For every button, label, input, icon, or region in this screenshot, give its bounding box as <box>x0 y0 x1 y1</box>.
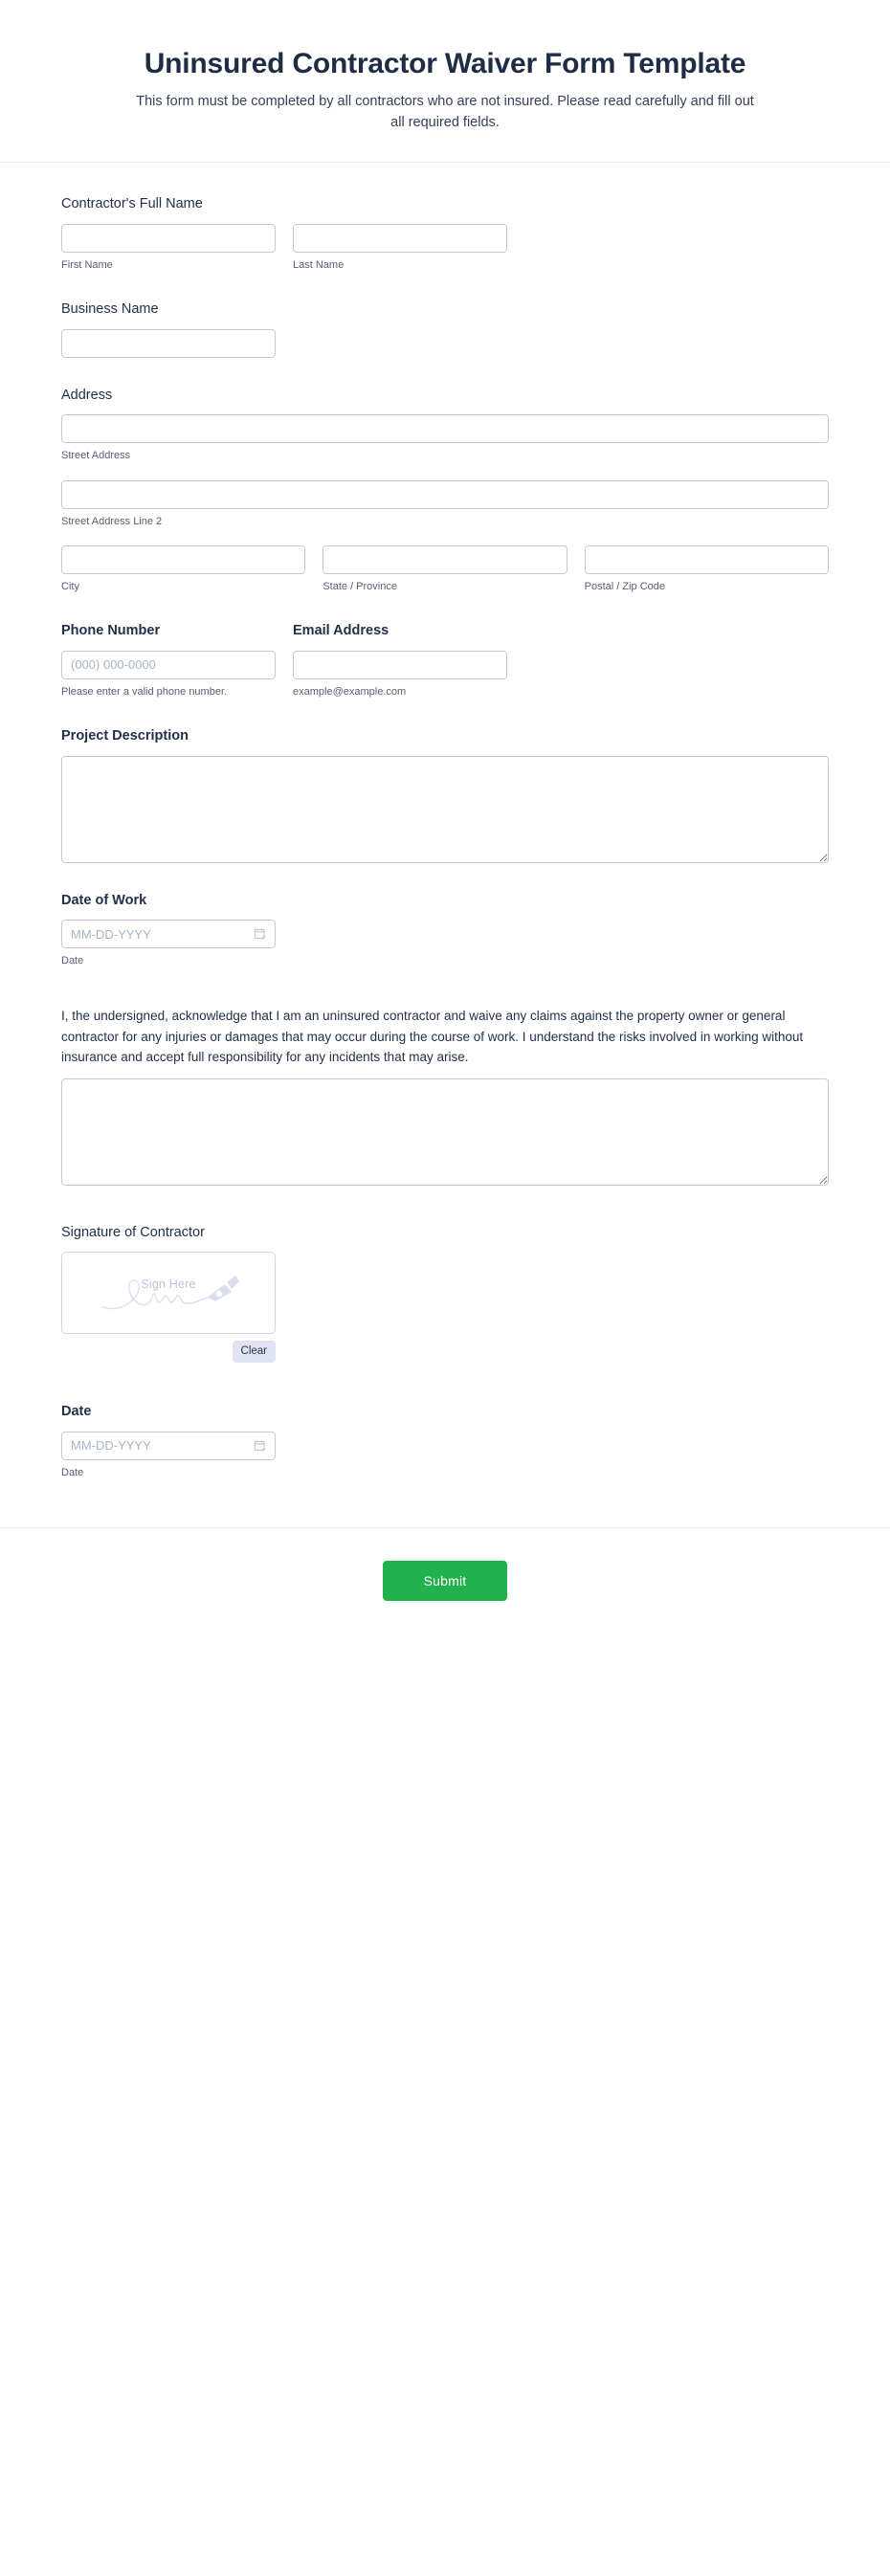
date-of-work-label: Date of Work <box>61 892 147 908</box>
last-name-input[interactable] <box>293 224 507 253</box>
field-phone-email <box>61 622 829 699</box>
submit-button[interactable]: Submit <box>383 1561 507 1601</box>
email-sublabel: example@example.com <box>293 685 407 698</box>
date-of-work-input[interactable] <box>61 920 276 948</box>
sign-here-hint: Sign Here <box>141 1277 196 1292</box>
field-address <box>61 387 829 593</box>
street-address-2-sublabel: Street Address Line 2 <box>61 515 163 527</box>
email-input[interactable] <box>293 651 507 679</box>
signature-pad[interactable] <box>61 1252 276 1334</box>
full-name-label: Contractor's Full Name <box>61 196 203 212</box>
field-full-name <box>61 195 829 272</box>
date-wrap <box>61 1432 276 1460</box>
last-name-sublabel: Last Name <box>293 258 345 271</box>
first-name-input[interactable] <box>61 224 276 253</box>
business-name-input[interactable] <box>61 329 276 358</box>
city-sublabel: City <box>61 580 79 592</box>
last-name-cell <box>293 224 507 272</box>
project-description-label: Project Description <box>61 728 189 744</box>
field-date <box>61 1403 829 1479</box>
signature-label: Signature of Contractor <box>61 1224 205 1240</box>
street-address-cell <box>61 414 829 462</box>
street-address-input[interactable] <box>61 414 829 443</box>
address-label: Address <box>61 387 113 403</box>
date-input[interactable] <box>61 1432 276 1460</box>
project-description-textarea[interactable] <box>61 756 829 863</box>
field-date-of-work <box>61 892 829 968</box>
zip-cell <box>585 545 829 593</box>
phone-sublabel: Please enter a valid phone number. <box>61 685 228 698</box>
form-body <box>0 163 890 1527</box>
field-business-name <box>61 300 829 358</box>
city-input[interactable] <box>61 545 305 574</box>
field-project-description <box>61 727 829 863</box>
email-label: Email Address <box>293 623 389 639</box>
page-subtitle: This form must be completed by all contractors who are not insured. Please read carefully and fill out all required fields. <box>136 94 754 130</box>
street-address-2-cell <box>61 480 829 528</box>
state-input[interactable] <box>323 545 567 574</box>
street-address-sublabel: Street Address <box>61 450 131 462</box>
business-name-label: Business Name <box>61 301 159 318</box>
signature-hint-graphic <box>62 1253 275 1333</box>
date-of-work-sublabel: Date <box>61 955 84 967</box>
phone-cell <box>61 622 276 699</box>
phone-input[interactable] <box>61 651 276 679</box>
pen-nib-icon <box>97 1263 240 1322</box>
state-cell <box>323 545 567 593</box>
zip-input[interactable] <box>585 545 829 574</box>
first-name-cell <box>61 224 276 272</box>
acknowledgment-textarea[interactable] <box>61 1078 829 1186</box>
street-address-2-input[interactable] <box>61 480 829 509</box>
zip-sublabel: Postal / Zip Code <box>584 580 666 592</box>
business-name-cell <box>61 329 276 358</box>
first-name-sublabel: First Name <box>61 258 113 271</box>
phone-label: Phone Number <box>61 623 161 639</box>
city-cell <box>61 545 305 593</box>
date-of-work-wrap <box>61 920 276 948</box>
acknowledgment-text: I, the undersigned, acknowledge that I am an uninsured contractor and waive any claims against the property owner or general contractor for any injuries or damages that may occur during the course of work. I understand the risks involved in working without insurance and accept full responsibility for any incidents that may arise. <box>61 1009 804 1064</box>
signature-clear-row <box>61 1341 276 1363</box>
date-label: Date <box>61 1404 92 1420</box>
form-header <box>0 0 890 163</box>
email-cell <box>293 622 507 699</box>
form-footer <box>0 1527 890 1643</box>
page-title: Uninsured Contractor Waiver Form Template <box>144 48 746 79</box>
clear-signature-button[interactable]: Clear <box>233 1341 276 1363</box>
field-signature <box>61 1224 829 1364</box>
field-acknowledgment <box>61 1006 829 1185</box>
state-sublabel: State / Province <box>323 580 397 592</box>
date-sublabel: Date <box>61 1466 84 1478</box>
